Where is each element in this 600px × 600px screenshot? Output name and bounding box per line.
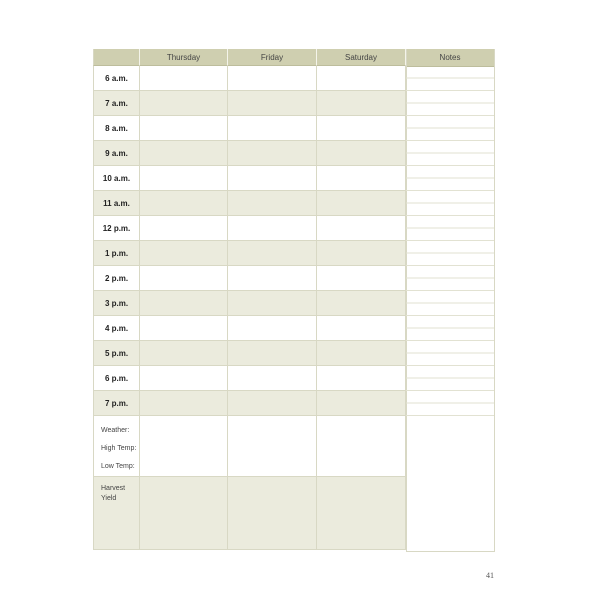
weather-slot[interactable]: [140, 416, 228, 477]
notes-header: Notes: [406, 49, 494, 67]
weather-label-label: Weather:: [101, 427, 130, 434]
schedule-slot[interactable]: [140, 391, 228, 416]
time-label: 6 a.m.: [93, 66, 140, 91]
harvest-slot[interactable]: [228, 477, 317, 550]
schedule-slot[interactable]: [228, 291, 317, 316]
time-label: 9 a.m.: [93, 141, 140, 166]
time-label: 8 a.m.: [93, 116, 140, 141]
schedule-slot[interactable]: [140, 191, 228, 216]
schedule-slot[interactable]: [317, 216, 406, 241]
notes-ruled-lines[interactable]: [406, 66, 494, 416]
schedule-slot[interactable]: [228, 266, 317, 291]
schedule-slot[interactable]: [140, 166, 228, 191]
schedule-slot[interactable]: [317, 91, 406, 116]
weather-label-cell: [93, 416, 140, 477]
schedule-slot[interactable]: [317, 166, 406, 191]
day-header-saturday: Saturday: [317, 49, 406, 66]
schedule-slot[interactable]: [228, 366, 317, 391]
schedule-slot[interactable]: [140, 216, 228, 241]
schedule-slot[interactable]: [140, 116, 228, 141]
schedule-slot[interactable]: [228, 166, 317, 191]
time-label: 10 a.m.: [93, 166, 140, 191]
schedule-slot[interactable]: [317, 341, 406, 366]
schedule-slot[interactable]: [317, 116, 406, 141]
schedule-slot[interactable]: [228, 66, 317, 91]
weather-high-label: High Temp:: [101, 445, 137, 452]
harvest-label-cell: [93, 477, 140, 550]
schedule-slot[interactable]: [228, 191, 317, 216]
schedule-slot[interactable]: [317, 66, 406, 91]
harvest-label-line1: Harvest: [101, 485, 126, 492]
schedule-slot[interactable]: [140, 266, 228, 291]
schedule-slot[interactable]: [228, 341, 317, 366]
schedule-slot[interactable]: [140, 66, 228, 91]
notes-column: [406, 49, 494, 551]
schedule-slot[interactable]: [140, 241, 228, 266]
time-label: 12 p.m.: [93, 216, 140, 241]
weather-slot[interactable]: [317, 416, 406, 477]
schedule-slot[interactable]: [317, 241, 406, 266]
schedule-slot[interactable]: [317, 316, 406, 341]
page-number: 41: [486, 571, 494, 580]
schedule-slot[interactable]: [317, 391, 406, 416]
harvest-slot[interactable]: [317, 477, 406, 550]
schedule-slot[interactable]: [228, 216, 317, 241]
schedule-slot[interactable]: [317, 366, 406, 391]
schedule-slot[interactable]: [140, 141, 228, 166]
time-label: 3 p.m.: [93, 291, 140, 316]
schedule-slot[interactable]: [140, 91, 228, 116]
schedule-slot[interactable]: [228, 391, 317, 416]
time-column-header: [93, 49, 140, 66]
harvest-label-line2: Yield: [101, 495, 117, 502]
day-header-thursday: Thursday: [140, 49, 228, 66]
time-label: 5 p.m.: [93, 341, 140, 366]
schedule-slot[interactable]: [317, 291, 406, 316]
time-label: 4 p.m.: [93, 316, 140, 341]
time-label: 1 p.m.: [93, 241, 140, 266]
schedule-slot[interactable]: [228, 91, 317, 116]
schedule-slot[interactable]: [228, 241, 317, 266]
schedule-slot[interactable]: [140, 291, 228, 316]
schedule-slot[interactable]: [140, 341, 228, 366]
time-label: 6 p.m.: [93, 366, 140, 391]
time-label: 7 p.m.: [93, 391, 140, 416]
schedule-slot[interactable]: [228, 116, 317, 141]
schedule-slot[interactable]: [317, 141, 406, 166]
schedule-slot[interactable]: [317, 191, 406, 216]
schedule-slot[interactable]: [317, 266, 406, 291]
weekly-planner: [93, 49, 494, 551]
time-label: 7 a.m.: [93, 91, 140, 116]
time-label: 2 p.m.: [93, 266, 140, 291]
day-header-friday: Friday: [228, 49, 317, 66]
weather-slot[interactable]: [228, 416, 317, 477]
schedule-slot[interactable]: [228, 141, 317, 166]
schedule-grid: [93, 49, 406, 551]
time-label: 11 a.m.: [93, 191, 140, 216]
weather-low-label: Low Temp:: [101, 463, 135, 470]
harvest-slot[interactable]: [140, 477, 228, 550]
schedule-slot[interactable]: [140, 366, 228, 391]
schedule-slot[interactable]: [140, 316, 228, 341]
schedule-slot[interactable]: [228, 316, 317, 341]
